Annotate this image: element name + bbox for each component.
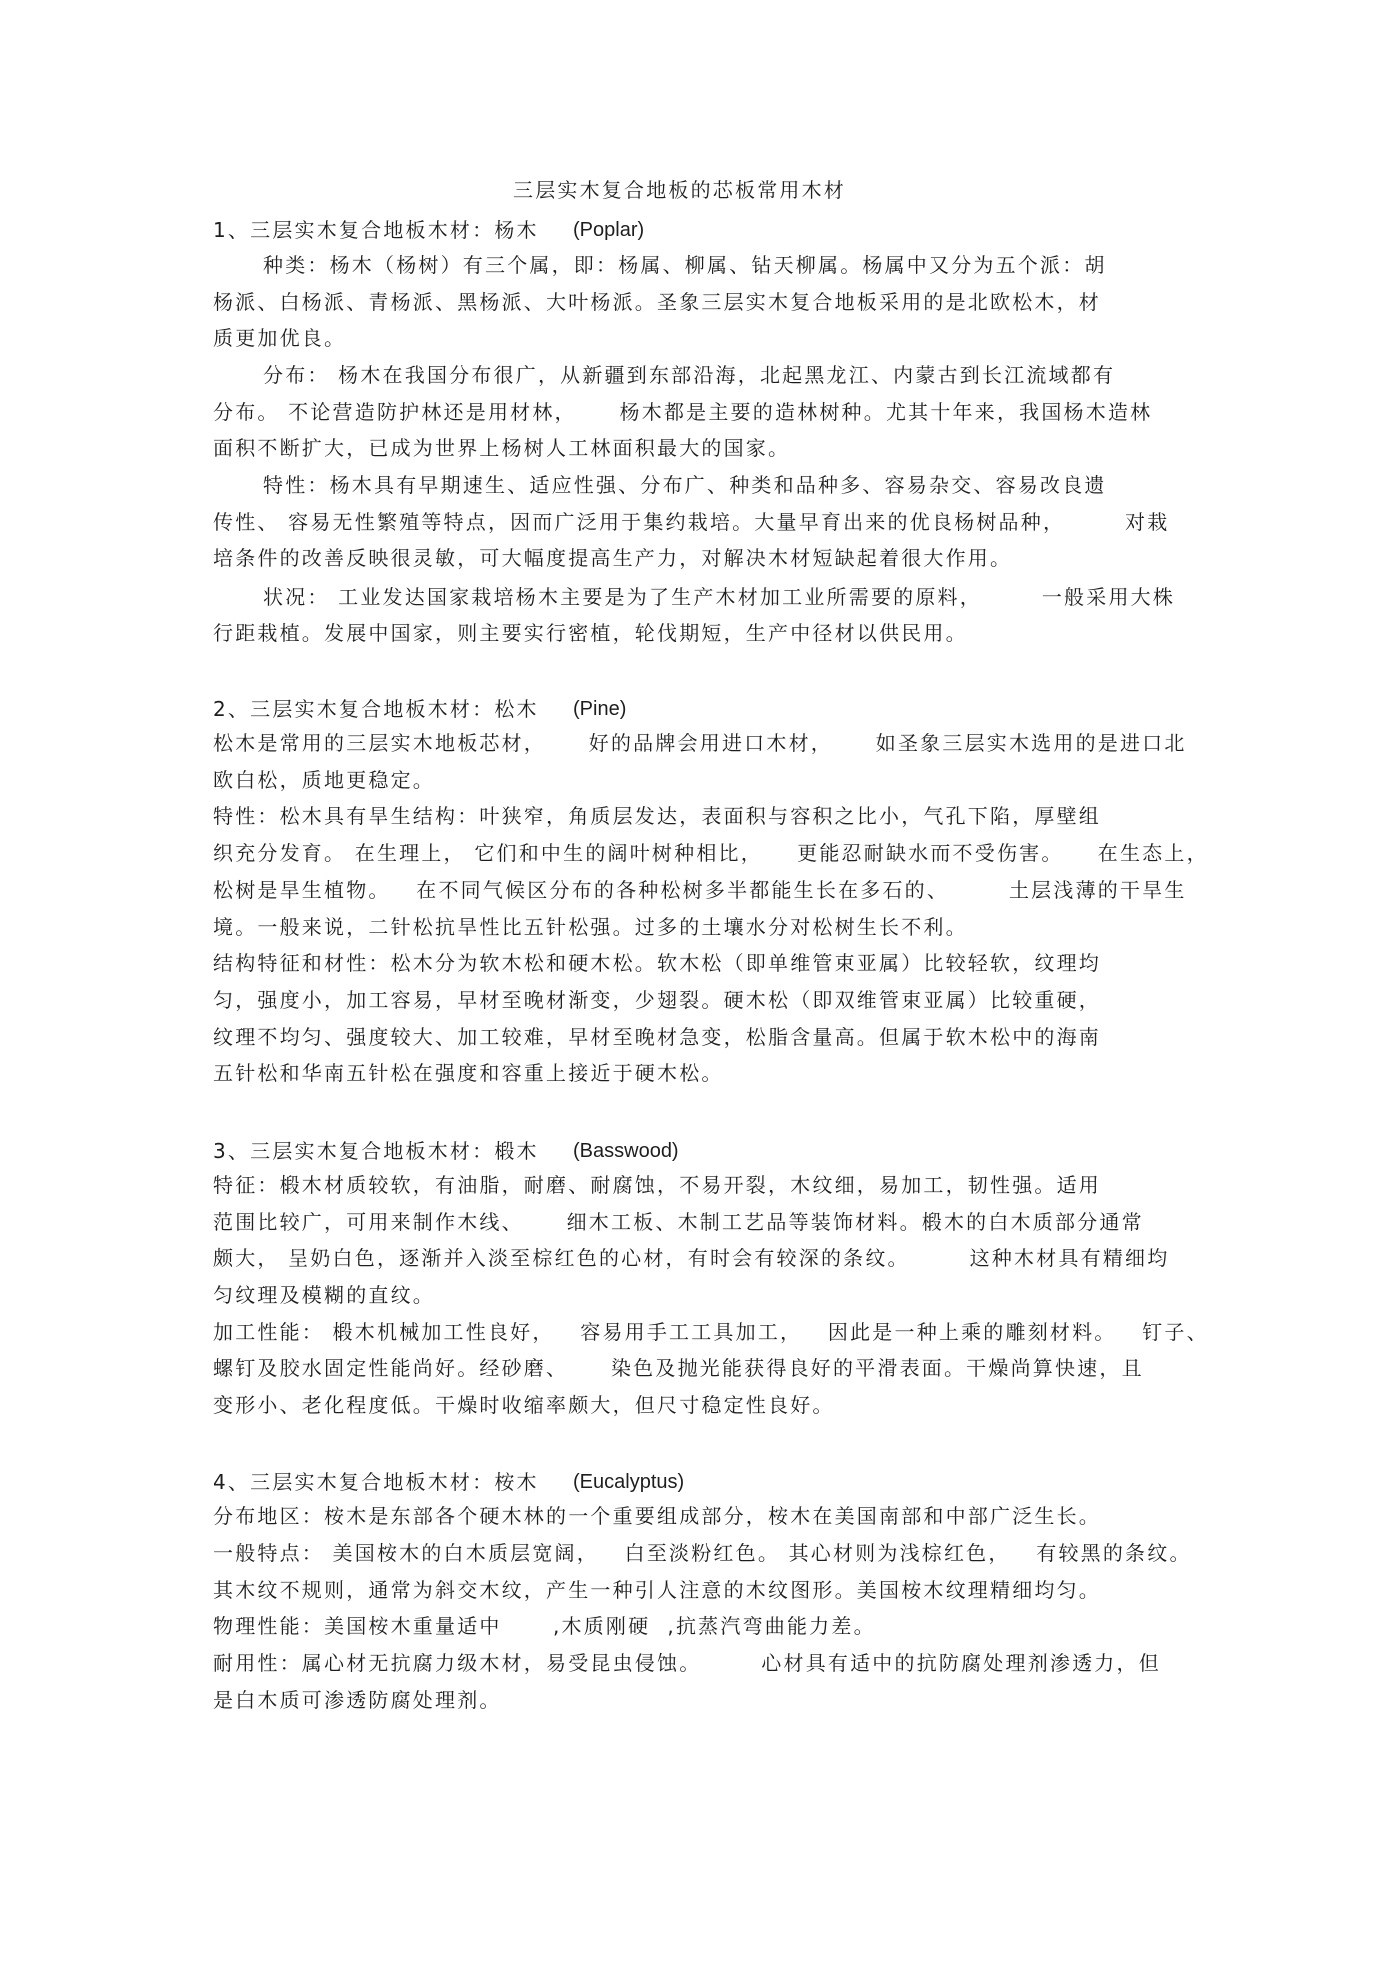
paragraph-line: 织充分发育。 在生理上， 它们和中生的阔叶树种相比， 更能忍耐缺水而不受伤害。 在生态上， (213, 841, 1209, 865)
paragraph-line: 特性：松木具有旱生结构：叶狭窄，角质层发达，表面积与容积之比小，气孔下陷，厚壁组 (213, 804, 1101, 828)
paragraph-line: 纹理不均匀、强度较大、加工较难，早材至晚材急变，松脂含量高。但属于软木松中的海南 (213, 1025, 1101, 1049)
paragraph-line: 松树是旱生植物。 在不同气候区分布的各种松树多半都能生长在多石的、 土层浅薄的干旱生 (213, 878, 1187, 902)
paragraph-line: 特性：杨木具有早期速生、适应性强、分布广、种类和品种多、容易杂交、容易改良遗 (263, 473, 1107, 497)
paragraph-line: 传性、 容易无性繁殖等特点，因而广泛用于集约栽培。大量早育出来的优良杨树品种， 对栽 (213, 510, 1170, 534)
section-heading: 2、三层实木复合地板木材：松木 (213, 697, 539, 721)
paragraph-line: 种类：杨木（杨树）有三个属，即：杨属、柳属、钻天柳属。杨属中又分为五个派：胡 (263, 253, 1107, 277)
paragraph-line: 分布。 不论营造防护林还是用材林， 杨木都是主要的造林树种。尤其十年来，我国杨木造林 (213, 400, 1153, 424)
section-heading: 4、三层实木复合地板木材：桉木 (213, 1470, 539, 1494)
paragraph-line: 质更加优良。 (213, 326, 347, 350)
document-title: 三层实木复合地板的芯板常用木材 (513, 178, 846, 202)
paragraph-line: 螺钉及胶水固定性能尚好。经砂磨、 染色及抛光能获得良好的平滑表面。干燥尚算快速，且 (213, 1356, 1144, 1380)
paragraph-line: 匀纹理及模糊的直纹。 (213, 1283, 435, 1307)
paragraph-line: 分布地区：桉木是东部各个硬木林的一个重要组成部分，桉木在美国南部和中部广泛生长。 (213, 1504, 1101, 1528)
paragraph-line: 松木是常用的三层实木地板芯材， 好的品牌会用进口木材， 如圣象三层实木选用的是进口北 (213, 731, 1187, 755)
paragraph-line: 面积不断扩大，已成为世界上杨树人工林面积最大的国家。 (213, 436, 791, 460)
paragraph-line: 五针松和华南五针松在强度和容重上接近于硬木松。 (213, 1061, 724, 1085)
paragraph-line: 颇大， 呈奶白色，逐渐并入淡至棕红色的心材，有时会有较深的条纹。 这种木材具有精细均 (213, 1246, 1170, 1270)
paragraph-line: 是白木质可渗透防腐处理剂。 (213, 1688, 502, 1712)
section-heading: 1、三层实木复合地板木材：杨木 (213, 218, 539, 242)
paragraph-line: 境。一般来说，二针松抗旱性比五针松强。过多的土壤水分对松树生长不利。 (213, 915, 968, 939)
paragraph-line: 其木纹不规则，通常为斜交木纹，产生一种引人注意的木纹图形。美国桉木纹理精细均匀。 (213, 1578, 1101, 1602)
section-heading-en: (Poplar) (573, 219, 645, 241)
paragraph-line: 特征：椴木材质较软，有油脂，耐磨、耐腐蚀，不易开裂，木纹细，易加工，韧性强。适用 (213, 1173, 1101, 1197)
paragraph-line: 杨派、白杨派、青杨派、黑杨派、大叶杨派。圣象三层实木复合地板采用的是北欧松木，材 (213, 290, 1101, 314)
paragraph-line: 加工性能： 椴木机械加工性良好， 容易用手工工具加工， 因此是一种上乘的雕刻材料。 钉子、 (213, 1320, 1209, 1344)
section-heading: 3、三层实木复合地板木材：椴木 (213, 1139, 539, 1163)
paragraph-line: 变形小、老化程度低。干燥时收缩率颇大，但尺寸稳定性良好。 (213, 1393, 835, 1417)
section-heading-en: (Eucalyptus) (573, 1471, 685, 1493)
paragraph-line: 匀，强度小，加工容易，早材至晚材渐变，少翅裂。硬木松（即双维管束亚属）比较重硬， (213, 988, 1101, 1012)
paragraph-line: 结构特征和材性：松木分为软木松和硬木松。软木松（即单维管束亚属）比较轻软，纹理均 (213, 951, 1101, 975)
paragraph-line: 培条件的改善反映很灵敏，可大幅度提高生产力，对解决木材短缺起着很大作用。 (213, 546, 1013, 570)
paragraph-line: 分布： 杨木在我国分布很广，从新疆到东部沿海，北起黑龙江、内蒙古到长江流域都有 (263, 363, 1116, 387)
paragraph-line: 欧白松，质地更稳定。 (213, 768, 435, 792)
paragraph-line: 状况： 工业发达国家栽培杨木主要是为了生产木材加工业所需要的原料， 一般采用大株 (263, 585, 1176, 609)
section-heading-en: (Pine) (573, 698, 627, 720)
paragraph-line: 物理性能：美国桉木重量适中 ,木质刚硬 ,抗蒸汽弯曲能力差。 (213, 1614, 876, 1638)
section-heading-en: (Basswood) (573, 1140, 679, 1162)
paragraph-line: 行距栽植。发展中国家，则主要实行密植，轮伐期短，生产中径材以供民用。 (213, 621, 968, 645)
paragraph-line: 范围比较广，可用来制作木线、 细木工板、木制工艺品等装饰材料。椴木的白木质部分通常 (213, 1210, 1144, 1234)
paragraph-line: 耐用性：属心材无抗腐力级木材，易受昆虫侵蚀。 心材具有适中的抗防腐处理剂渗透力，但 (213, 1651, 1161, 1675)
paragraph-line: 一般特点： 美国桉木的白木质层宽阔， 白至淡粉红色。 其心材则为浅棕红色， 有较黑的条纹。 (213, 1541, 1192, 1565)
